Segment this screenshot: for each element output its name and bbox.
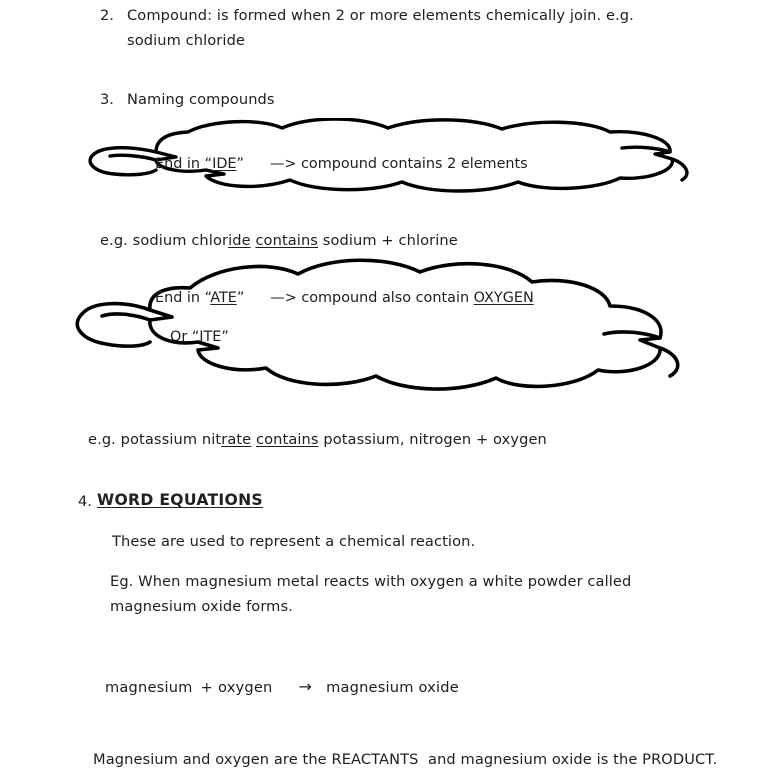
cloud-ide-text [155,152,528,176]
example-sodium-post: sodium + chlorine [318,232,458,249]
cloud-ate-arrow-icon: —> [270,290,297,306]
example-potassium-pre: e.g. potassium nit [88,431,222,448]
cloud-ide-post: ” [236,156,244,172]
summary-pre: Magnesium and oxygen are the [93,751,332,768]
equation-reactant-1: magnesium [105,679,193,696]
summary-mid: and magnesium oxide is the [418,751,643,768]
word-equation [105,674,459,700]
section4-example-sentence: Eg. When magnesium metal reacts with oxygen a white powder called magnesium oxide forms. [110,573,637,615]
section-heading-word-equations: WORD EQUATIONS [97,491,263,509]
example-potassium-nitrate [88,427,547,452]
example-sodium-pre: e.g. sodium chlor [100,232,229,249]
example-sodium-suffix: ide [228,232,251,249]
summary-product-label: PRODUCT [642,751,713,768]
summary-reactants-label: REACTANTS [331,751,419,768]
cloud-ate-text-line2: Or “ITE” [170,329,229,345]
cloud-ate-pre: End in “ [155,290,211,306]
summary-post: . [712,751,718,768]
cloud-callout-ate [10,258,690,393]
cloud-ate-text-line1 [155,286,534,310]
list-item-naming-compounds: Naming compounds [127,91,275,108]
cloud-ate-suffix: ATE [210,290,237,306]
cloud-ate-post: ” [236,290,245,306]
cloud-callout-ide [10,118,690,196]
cloud-ide-arrow-icon: —> [269,156,297,172]
list-number-3: 3. [100,91,114,108]
equation-reactant-2: oxygen [218,679,273,696]
list-number-4: 4. [78,493,92,510]
summary-reactants-products [93,747,717,772]
list-item-compound-definition: Compound: is formed when 2 or more elements chemically join. e.g. sodium chloride [127,7,639,49]
section4-description: These are used to represent a chemical reaction. [112,533,476,550]
cloud-callout-ate-shape [10,258,690,393]
cloud-ide-pre: End in “ [155,156,213,172]
cloud-ide-suffix: IDE [212,156,237,172]
example-potassium-post: potassium, nitrogen + oxygen [318,431,547,448]
cloud-ate-rest: compound also contain [296,290,474,306]
equation-arrow-icon: → [298,677,313,696]
equation-plus-sign: + [200,679,214,696]
example-potassium-verb: contains [256,431,319,448]
example-sodium-chloride [100,228,458,253]
example-sodium-verb: contains [255,232,319,249]
list-number-2: 2. [100,7,114,24]
cloud-ide-rest: compound contains 2 elements [296,156,528,172]
cloud-ate-oxygen: OXYGEN [473,290,534,306]
example-potassium-suffix: rate [221,431,252,448]
equation-product: magnesium oxide [326,679,459,696]
